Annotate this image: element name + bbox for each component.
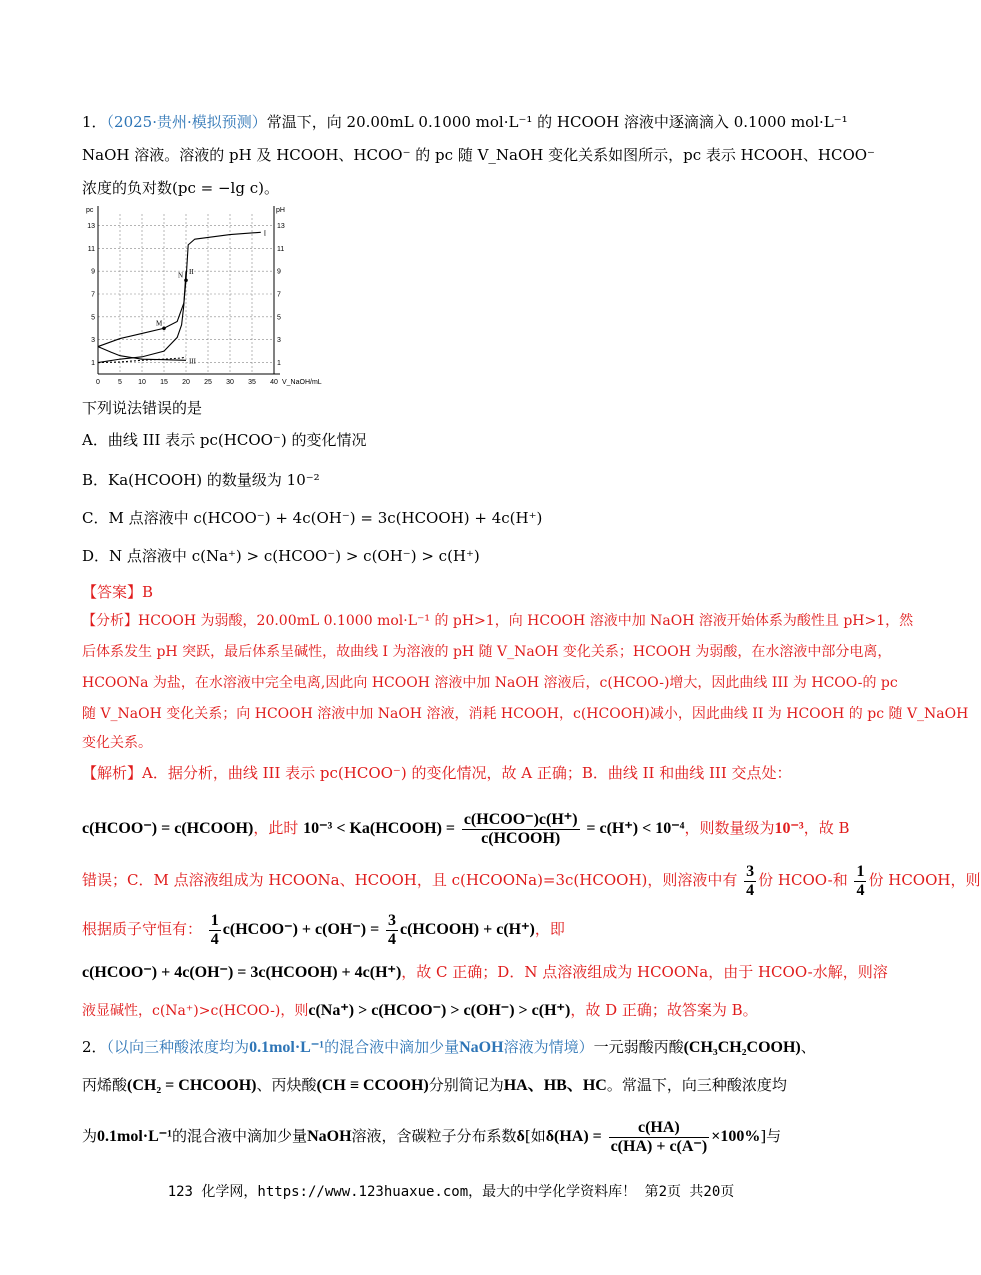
q2-acrylic: (CH₂ = CHCOOH) xyxy=(127,1077,257,1094)
y-tick-label-right: 5 xyxy=(277,314,281,322)
sol-text-shuliangji: ，则数量级为 xyxy=(684,819,775,837)
frac-den: 4 xyxy=(856,881,865,899)
q1-option-d: D．N 点溶液中 c(Na⁺) > c(HCOO⁻) > c(OH⁻) > c(H⁺) xyxy=(82,547,480,565)
y-tick-label-right: 3 xyxy=(277,337,281,345)
eq-h-range: = c(H⁺) < 10⁻⁴ xyxy=(586,820,685,837)
q2-source-b: 0.1mol·L⁻¹ xyxy=(249,1039,325,1056)
q2-l2-text-g: 。常温下，向三种酸浓度均 xyxy=(606,1076,787,1094)
sol-l4-text-d: ，即 xyxy=(534,920,565,938)
frac-1-4-b xyxy=(209,912,221,949)
frac-num: 1 xyxy=(856,862,865,880)
x-tick-label: 15 xyxy=(160,379,168,386)
q2-l2-text-c: 、丙炔酸 xyxy=(256,1076,317,1094)
q2-l2-text-e: 分别简记为 xyxy=(428,1076,504,1094)
series-line-I xyxy=(98,232,261,346)
y-tick-label-right: 13 xyxy=(277,222,285,230)
frac-den: 4 xyxy=(746,881,755,899)
y-tick-label-left: 1 xyxy=(91,360,95,368)
page-footer: 123 化学网，https://www.123huaxue.com，最大的中学化学资料库！ 第2页 共20页 xyxy=(167,1184,735,1200)
q1-solution-line4 xyxy=(82,910,565,948)
ka-frac-den: c(HCOOH) xyxy=(481,829,561,847)
q2-frac-den: c(HA) + c(A⁻) xyxy=(610,1137,708,1155)
x-tick-label: 30 xyxy=(226,379,234,386)
y-tick-label-left: 7 xyxy=(91,291,95,299)
sol-text-cishi: ，此时 xyxy=(253,819,299,837)
y-axis-label-right: pH xyxy=(276,207,285,214)
eq-proton-left: c(HCOO⁻) + c(OH⁻) = xyxy=(222,921,380,938)
series-label-III: III xyxy=(189,357,196,366)
series-label-I: I xyxy=(263,229,267,238)
frac-den: 4 xyxy=(210,930,219,948)
ka-fraction xyxy=(462,811,580,848)
q2-delta: δ xyxy=(516,1128,525,1145)
sol-l6-text: 液显碱性，c(Na⁺)>c(HCOO-)，则 xyxy=(82,1003,309,1019)
q2-delta-fraction xyxy=(609,1119,710,1156)
q2-l2-text: 丙烯酸 xyxy=(82,1076,128,1094)
q2-l3-text-e: 溶液，含碳粒子分布系数 xyxy=(351,1127,517,1145)
q2-propiolic: (CH ≡ CCOOH) xyxy=(316,1077,429,1094)
q2-l3-bracket: [如 xyxy=(524,1127,546,1145)
sol-l3-text-c: 份 HCOOH，则 xyxy=(868,871,981,889)
sol-l3-text: 错误；C．M 点溶液组成为 HCOONa、HCOOH，且 c(HCOONa)=3c(HCOOH)，则溶液中有 xyxy=(82,871,738,889)
q2-frac-num: c(HA) xyxy=(609,1119,710,1138)
q2-l3-end: ]与 xyxy=(760,1127,782,1145)
sol-l5-text: ，故 C 正确；D．N 点溶液组成为 HCOONa，由于 HCOO-水解，则溶 xyxy=(401,963,888,981)
q1-number: 1． xyxy=(82,113,107,131)
point-M xyxy=(162,326,166,330)
q1-source: （2025·贵州·模拟预测） xyxy=(106,113,267,131)
q2-line2 xyxy=(82,1075,787,1096)
q2-delta-def: δ(HA) = xyxy=(545,1128,602,1145)
q1-option-c: C．M 点溶液中 c(HCOO⁻) + 4c(OH⁻) = 3c(HCOOH) + 4c(H⁺) xyxy=(82,509,543,527)
x-tick-label: 20 xyxy=(182,379,190,386)
q1-answer: 【答案】B xyxy=(82,583,154,601)
q1-analysis-line3: HCOONa 为盐，在水溶液中完全电离,因此向 HCOOH 溶液中加 NaOH 溶液后，c(HCOO-)增大，因此曲线 III 为 HCOO-的 pc xyxy=(82,675,898,691)
q2-line1 xyxy=(82,1037,816,1058)
q1-prompt: 下列说法错误的是 xyxy=(82,399,203,417)
frac-num: 3 xyxy=(388,911,396,929)
series-label-II: II xyxy=(189,268,194,277)
q1-chart xyxy=(82,200,332,388)
q2-l3-text-c: 的混合液中滴加少量 xyxy=(172,1127,308,1145)
q1-option-a: A．曲线 III 表示 pc(HCOO⁻) 的变化情况 xyxy=(82,431,367,449)
x-tick-label: 40 xyxy=(270,379,278,386)
q2-propanoic: (CH₃CH₂COOH) xyxy=(683,1039,801,1056)
frac-num: 3 xyxy=(746,862,755,880)
q2-l1-text: 一元弱酸丙酸 xyxy=(593,1038,684,1056)
y-tick-label-left: 9 xyxy=(91,268,95,276)
q1-stem-text1: 常温下，向 20.00mL 0.1000 mol·L⁻¹ 的 HCOOH 溶液中逐滴滴入 0.1000 mol·L⁻¹ xyxy=(266,113,848,131)
x-tick-label: 25 xyxy=(204,379,212,386)
q2-source-e: 溶液为情境） xyxy=(503,1038,594,1056)
frac-1-4 xyxy=(854,863,866,900)
eq-proton-right: c(HCOOH) + c(H⁺) xyxy=(400,921,535,938)
sol-l4-text: 根据质子守恒有： xyxy=(82,920,203,938)
y-tick-label-right: 1 xyxy=(277,360,281,368)
q1-analysis-line5: 变化关系。 xyxy=(82,735,152,751)
y-tick-label-left: 5 xyxy=(91,314,95,322)
y-tick-label-right: 9 xyxy=(277,268,281,276)
ka-frac-num: c(HCOO⁻)c(H⁺) xyxy=(463,810,578,828)
q1-analysis-line2: 后体系发生 pH 突跃，最后体系呈碱性，故曲线 I 为溶液的 pH 随 V_NaOH 变化关系；HCOOH 为弱酸，在水溶液中部分电离， xyxy=(82,644,892,660)
q2-l1-sep: 、 xyxy=(800,1038,816,1056)
point-label-M: M xyxy=(156,319,163,328)
q1-solution-line1: 【解析】A．据分析，曲线 III 表示 pc(HCOO⁻) 的变化情况，故 A 正确；B．曲线 II 和曲线 III 交点处： xyxy=(82,764,792,782)
y-axis-label-left: pc xyxy=(86,207,94,214)
point-label-N: N xyxy=(178,271,184,280)
q2-source-c: 的混合液中滴加少量 xyxy=(324,1038,460,1056)
q2-abbrev: HA、HB、HC xyxy=(503,1077,607,1094)
y-tick-label-right: 11 xyxy=(277,245,285,253)
y-tick-label-left: 11 xyxy=(87,245,95,253)
eq-n-point: c(Na⁺) > c(HCOO⁻) > c(OH⁻) > c(H⁺) xyxy=(308,1002,571,1019)
x-tick-label: 5 xyxy=(118,379,122,386)
sol-l6-text-c: ，故 D 正确；故答案为 B。 xyxy=(570,1001,758,1019)
y-tick-label-right: 7 xyxy=(277,291,281,299)
q1-solution-line2 xyxy=(82,806,850,850)
y-tick-label-left: 3 xyxy=(91,337,95,345)
eq-m-point: c(HCOO⁻) + 4c(OH⁻) = 3c(HCOOH) + 4c(H⁺) xyxy=(82,964,402,981)
x-tick-label: 10 xyxy=(138,379,146,386)
q1-analysis-line1: 【分析】HCOOH 为弱酸，20.00mL 0.1000 mol·L⁻¹ 的 pH>1，向 HCOOH 溶液中加 NaOH 溶液开始体系为酸性且 pH>1，然 xyxy=(82,613,914,629)
q1-solution-line6 xyxy=(82,1000,758,1021)
sol-l3-text-b: 份 HCOO-和 xyxy=(758,871,848,889)
q2-l3-text: 为 xyxy=(82,1127,98,1145)
q2-naoh: NaOH xyxy=(307,1128,352,1145)
frac-3-4-b xyxy=(386,912,398,949)
frac-3-4 xyxy=(744,863,756,900)
q2-number: 2． xyxy=(82,1038,107,1056)
sol-text-b: ，故 B xyxy=(803,819,850,837)
x-tick-label: 35 xyxy=(248,379,256,386)
q1-solution-line5 xyxy=(82,962,888,983)
q2-source-a: （以向三种酸浓度均为 xyxy=(106,1038,250,1056)
q2-percent: ×100% xyxy=(711,1128,761,1145)
q1-solution-line3 xyxy=(82,862,981,898)
y-tick-label-left: 13 xyxy=(87,222,95,230)
q1-stem-line3: 浓度的负对数(pc = −lg c)。 xyxy=(82,179,279,197)
q1-stem-line1 xyxy=(82,112,848,132)
x-tick-label: 0 xyxy=(96,379,100,386)
frac-den: 4 xyxy=(388,930,396,948)
eq-ka-range: 10⁻³ < Ka(HCOOH) = xyxy=(303,820,456,837)
q2-source-d: NaOH xyxy=(459,1039,504,1056)
q2-line3 xyxy=(82,1115,781,1157)
eq-hcoo-eq-hcooh: c(HCOO⁻) = c(HCOOH) xyxy=(82,820,254,837)
q1-stem-line2: NaOH 溶液。溶液的 pH 及 HCOOH、HCOO⁻ 的 pc 随 V_NaOH 变化关系如图所示，pc 表示 HCOOH、HCOO⁻ xyxy=(82,146,875,164)
q1-analysis-line4: 随 V_NaOH 变化关系；向 HCOOH 溶液中加 NaOH 溶液，消耗 HCOOH，c(HCOOH)减小，因此曲线 II 为 HCOOH 的 pc 随 V_NaOH xyxy=(82,706,969,722)
q2-conc: 0.1mol·L⁻¹ xyxy=(97,1128,173,1145)
frac-num: 1 xyxy=(210,911,219,929)
x-axis-label: V_NaOH/mL xyxy=(282,379,322,386)
eq-order: 10⁻³ xyxy=(774,820,804,837)
q1-option-b: B．Ka(HCOOH) 的数量级为 10⁻² xyxy=(82,471,320,489)
point-N xyxy=(184,278,188,282)
